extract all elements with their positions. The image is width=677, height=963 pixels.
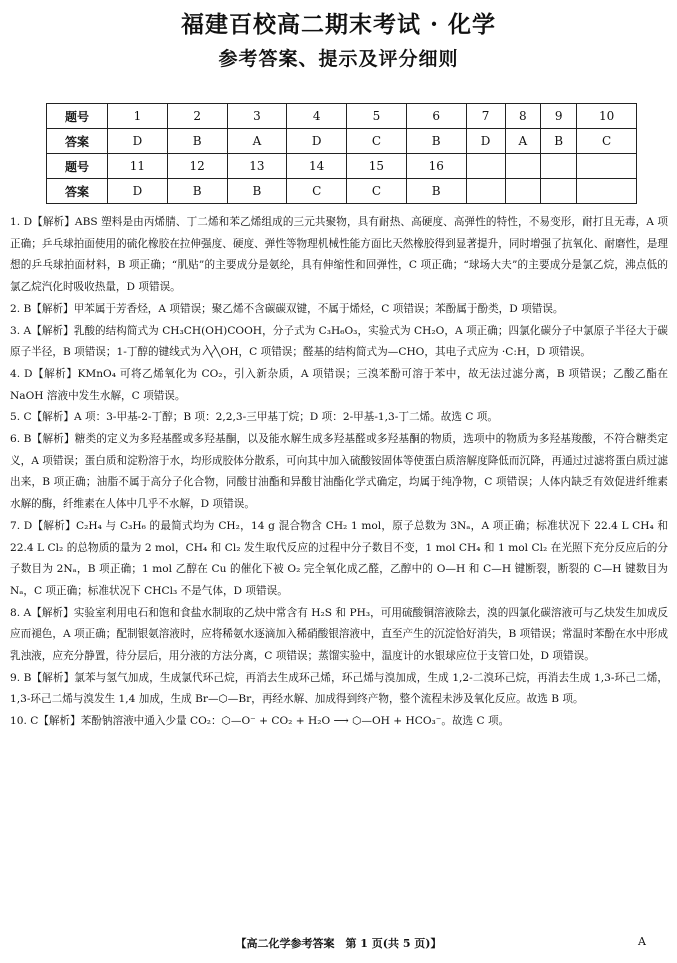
table-cell: 3	[227, 104, 287, 129]
explanation-paragraph: 3. A【解析】乳酸的结构简式为 CH₃CH(OH)COOH，分子式为 C₃H₆O₃，实验式为 CH₂O，A 项正确；四氯化碳分子中氯原子半径大于碳原子半径，B 项错误；1-丁醇的键线式为 ⁄╲⁄╲OH，C 项错误；醛基的结构简式为—CHO，其电子式应为 ·C:H，D 项错误。	[10, 324, 668, 359]
table-cell: C	[347, 179, 407, 204]
table-header-cell: 题号	[47, 104, 108, 129]
table-cell: 8	[505, 104, 541, 129]
table-cell: 1	[108, 104, 168, 129]
table-cell: B	[406, 179, 466, 204]
explanation-paragraph: 5. C【解析】A 项：3-甲基-2-丁醇；B 项：2,2,3-三甲基丁烷；D 项：2-甲基-1,3-丁二烯。故选 C 项。	[10, 411, 498, 424]
table-cell: 4	[287, 104, 347, 129]
explanation-paragraph: 4. D【解析】KMnO₄ 可将乙烯氧化为 CO₂，引入新杂质，A 项错误；三溴苯酚可溶于苯中，故无法过滤分离，B 项错误；乙酸乙酯在 NaOH 溶液中发生水解，C 项错误。	[10, 367, 668, 402]
explanation-paragraph: 8. A【解析】实验室利用电石和饱和食盐水制取的乙炔中常含有 H₂S 和 PH₃，可用硫酸铜溶液除去，溴的四氯化碳溶液可与乙炔发生加成反应而褪色，A 项正确；配制银氨溶液时，应将稀氨水逐滴加入稀硝酸银溶液中，直至产生的沉淀恰好消失，B 项错误；常温时苯酚在水中形成乳浊液，应充分静置，待分层后，用分液的方法分离，C 项错误；蒸馏实验中，温度计的水银球应位于支管口处，D 项错误。	[10, 606, 668, 663]
table-cell: 16	[406, 154, 466, 179]
explanation-paragraph: 7. D【解析】C₂H₄ 与 C₃H₆ 的最简式均为 CH₂，14 g 混合物含 CH₂ 1 mol，原子总数为 3Nₐ，A 项正确；标准状况下 22.4 L CH₄ 和 22.4 L Cl₂ 的总物质的量为 2 mol，CH₄ 和 Cl₂ 发生取代反应的过程中分子数目不变，1 mol CH₄ 和 1 mol Cl₂ 在光照下充分反应后的分子数目为 2Nₐ，B 项正确；1 mol 乙醇在 Cu 的催化下被 O₂ 完全氧化成乙醛，乙醇中的 O—H 和 C—H 键断裂，断裂的 C—H 键数目为 Nₐ，C 项正确；标准状况下 CHCl₃ 不是气体，D 项错误。	[10, 519, 668, 597]
table-cell: C	[577, 129, 637, 154]
table-cell: 14	[287, 154, 347, 179]
explanation-paragraph: 10. C【解析】苯酚钠溶液中通入少量 CO₂：⬡—O⁻ + CO₂ + H₂O ⟶ ⬡—OH + HCO₃⁻。故选 C 项。	[10, 715, 510, 728]
table-cell	[466, 179, 505, 204]
explanation-paragraph: 6. B【解析】糖类的定义为多羟基醛或多羟基酮，以及能水解生成多羟基醛或多羟基酮的物质，选项中的物质为多羟基羧酸，不符合糖类定义，A 项错误；蛋白质和淀粉溶于水，均形成胶体分散系，可向其中加入硫酸铵固体等使蛋白质溶解度降低而沉降，再通过过滤将蛋白质过滤出来，B 项正确；油脂不属于高分子化合物，同酸甘油酯和异酸甘油酯化学式确定，均属于纯净物，C 项错误；人体内缺乏有效促进纤维素水解的酶，纤维素在人体中几乎不水解，D 项错误。	[10, 433, 668, 511]
table-cell	[541, 154, 577, 179]
explanation-paragraph: 2. B【解析】甲苯属于芳香烃，A 项错误；聚乙烯不含碳碳双键，不属于烯烃，C 项错误；苯酚属于酚类，D 项错误。	[10, 302, 564, 315]
table-cell	[541, 179, 577, 204]
table-cell: A	[227, 129, 287, 154]
table-cell: D	[466, 129, 505, 154]
table-row	[47, 129, 637, 154]
table-cell: D	[287, 129, 347, 154]
table-header-cell: 答案	[47, 129, 108, 154]
table-cell	[505, 154, 541, 179]
table-cell: 11	[108, 154, 168, 179]
page-title: 福建百校高二期末考试 · 化学	[180, 11, 497, 38]
table-cell: 10	[577, 104, 637, 129]
table-cell: 9	[541, 104, 577, 129]
explanation-paragraph: 9. B【解析】氯苯与氢气加成，生成氯代环己烷，再消去生成环己烯，环己烯与溴加成，生成 1,2-二溴环己烷，再消去生成 1,3-环己二烯，1,3-环己二烯与溴发生 1,4 加成，生成 Br—⬡—Br，再经水解、加成得到终产物，整个流程未涉及氧化反应。故选 B 项。	[10, 671, 668, 706]
table-cell: C	[347, 129, 407, 154]
table-cell: 2	[167, 104, 227, 129]
answer-table	[46, 103, 637, 204]
table-cell	[577, 179, 637, 204]
table-cell: B	[541, 129, 577, 154]
table-cell: A	[505, 129, 541, 154]
table-cell: B	[167, 179, 227, 204]
table-cell: B	[227, 179, 287, 204]
table-row	[47, 104, 637, 129]
page-subtitle: 参考答案、提示及评分细则	[218, 48, 459, 70]
table-cell: 13	[227, 154, 287, 179]
table-cell: 6	[406, 104, 466, 129]
table-row	[47, 154, 637, 179]
table-cell: 15	[347, 154, 407, 179]
table-header-cell: 答案	[47, 179, 108, 204]
table-row	[47, 179, 637, 204]
table-cell: 12	[167, 154, 227, 179]
table-header-cell: 题号	[47, 154, 108, 179]
answer-explanations	[10, 212, 668, 733]
table-cell: B	[406, 129, 466, 154]
explanation-paragraph: 1. D【解析】ABS 塑料是由丙烯腈、丁二烯和苯乙烯组成的三元共聚物，具有耐热、高硬度、高弹性的特性，不易变形，耐打且无毒，A 项正确；乒乓球拍面使用的硫化橡胶在拉伸强度、硬度、弹性等物理机械性能方面比天然橡胶得到显著提升，同时增强了抗氧化、耐磨性，是理想的乒乓球拍面材料，B 项正确；“肌贴”的主要成分是氨纶，具有伸缩性和回弹性，C 项正确；“球场大夫”的主要成分是氯乙烷，沸点低的氯乙烷汽化时吸收热量，D 项错误。	[10, 216, 668, 294]
page-footer: 【高二化学参考答案 第 1 页(共 5 页)】	[235, 937, 442, 950]
table-cell	[577, 154, 637, 179]
table-cell: 5	[347, 104, 407, 129]
table-cell: D	[108, 179, 168, 204]
table-cell: B	[167, 129, 227, 154]
table-cell: 7	[466, 104, 505, 129]
table-cell	[505, 179, 541, 204]
table-cell	[466, 154, 505, 179]
table-cell: C	[287, 179, 347, 204]
version-mark: A	[638, 935, 646, 948]
table-cell: D	[108, 129, 168, 154]
